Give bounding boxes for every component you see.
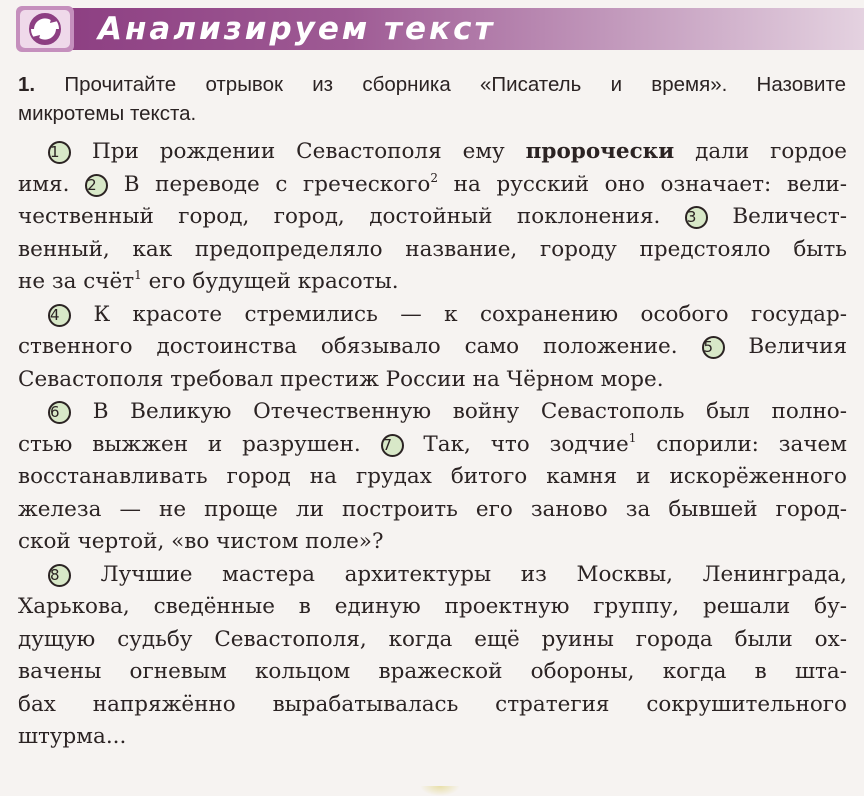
task-text-1: Прочитайте отрывок из сборника «Писатель и время». Назовите [64, 73, 847, 96]
sentence-text: на русский оно означает: вели- [438, 171, 847, 197]
sentence-text: Величия [748, 334, 848, 359]
sentence-number-badge: 2 [85, 174, 108, 197]
sentence-text: не за счёт [18, 269, 135, 294]
passage-line [18, 396, 847, 429]
passage-line [18, 429, 847, 462]
passage-line: вачены огневым кольцом вражеской обороны, когда в шта- [18, 659, 847, 684]
sentence-text: чественный город, город, достойный поклонения. [18, 204, 661, 229]
sentence-text: его будущей красоты. [141, 269, 399, 294]
footnote-marker: 2 [430, 170, 439, 185]
sentence-number-badge: 7 [381, 434, 404, 457]
page-decoration [420, 786, 460, 796]
task-instruction [18, 70, 846, 128]
sentence-text: При рождении Севастополя ему [91, 139, 526, 164]
sentence-number-badge: 6 [48, 401, 71, 424]
passage-line: бах напряжённо вырабатывалась стратегия сокрушительного [18, 691, 847, 717]
passage-line: Харькова, сведённые в единую проектную группу, решали бу- [18, 594, 847, 619]
passage-line [18, 559, 847, 592]
passage-line: штурма... [18, 724, 127, 749]
sentence-number-badge: 4 [48, 304, 71, 327]
passage-line: восстанавливать город на грудах битого камня и искорёженного [18, 464, 847, 489]
passage-line [18, 201, 847, 234]
sentence-text: К красоте стремились — к сохранению особого государ- [93, 301, 847, 327]
sentence-number-badge: 1 [48, 141, 71, 164]
passage-line: дущую судьбу Севастополя, когда ещё руины города были ох- [18, 626, 847, 652]
footnote-marker: 1 [134, 268, 142, 282]
sentence-text: дали гордое [674, 139, 847, 164]
passage-line: железа — не проще ли построить его заново за бывшей город- [18, 496, 847, 522]
passage-line [18, 169, 847, 202]
passage-line [18, 331, 847, 364]
sentence-text: ственного достоинства обязывало само положение. [18, 334, 678, 359]
reading-passage [18, 136, 847, 754]
passage-line: ской чертой, «во чистом поле»? [18, 529, 384, 554]
task-line-2: микротемы текста. [18, 102, 197, 125]
sentence-number-badge: 3 [685, 206, 708, 229]
passage-line [18, 136, 847, 169]
sentence-text: стью выжжен и разрушен. [18, 431, 361, 457]
sentence-text: Так, что зодчие [423, 431, 629, 457]
passage-line: Севастополя требовал престиж России на Чёрном море. [18, 366, 664, 392]
sentence-number-badge: 8 [48, 564, 71, 587]
passage-line [18, 266, 847, 299]
task-line-1 [18, 70, 846, 99]
sentence-text: В переводе с греческого [123, 171, 431, 197]
sentence-text: Лучшие мастера архитектуры из Москвы, Ленинграда, [100, 561, 847, 587]
sentence-text: Величест- [732, 204, 847, 229]
section-title: Анализируем текст [98, 11, 496, 47]
footnote-marker: 1 [628, 430, 637, 445]
passage-line [18, 299, 847, 332]
sentence-text: спорили: зачем [636, 431, 847, 457]
task-number: 1. [18, 73, 36, 96]
section-banner [14, 4, 864, 54]
analysis-badge-icon [14, 4, 76, 54]
sentence-text: В Великую Отечественную войну Севастополь был полно- [92, 399, 847, 424]
sentence-text: имя. [18, 171, 70, 197]
sentence-number-badge: 5 [702, 336, 725, 359]
bold-word: пророчески [525, 139, 675, 164]
passage-line: венный, как предопределяло название, городу предстояло быть [18, 236, 847, 262]
